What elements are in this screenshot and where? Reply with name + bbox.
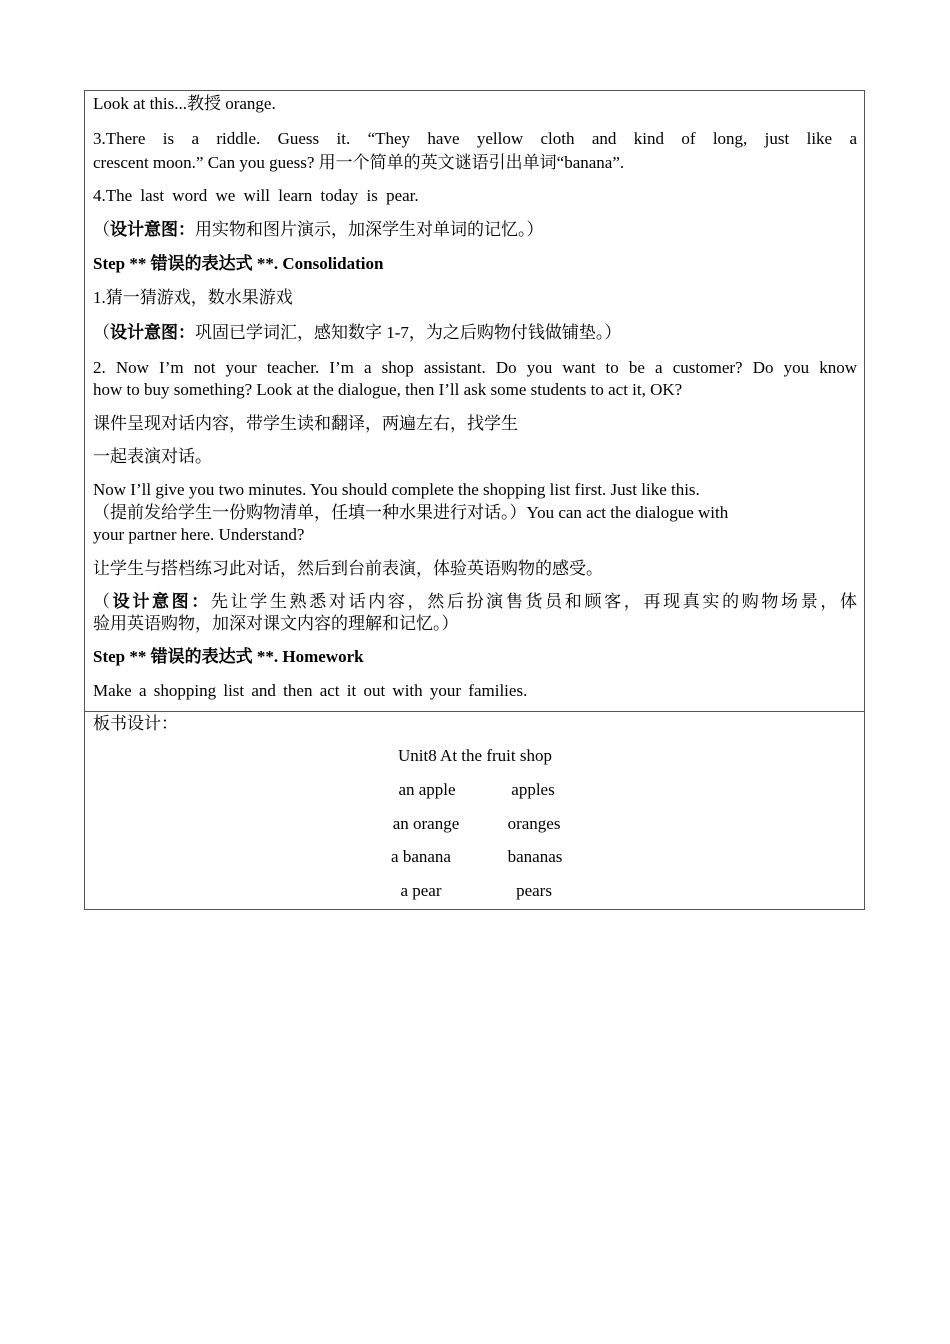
text-line: 课件呈现对话内容，带学生读和翻译，两遍左右，找学生 — [93, 414, 518, 433]
design-intent-2 — [93, 322, 857, 344]
design-intent-3 — [93, 591, 857, 613]
board-plural: oranges — [507, 814, 561, 833]
board-singular: an orange — [392, 814, 460, 833]
text-line: Look at this...教授 orange. — [93, 94, 276, 113]
text-line: 2. Now I’m not your teacher. I’m a shop assistant. Do you want to be a customer? Do you know — [93, 358, 857, 377]
intent-label: 设计意图： — [110, 220, 195, 239]
design-intent-1 — [93, 219, 857, 241]
text-line: your partner here. Understand? — [93, 525, 305, 544]
text-line: Make a shopping list and then act it out with your families. — [93, 681, 528, 700]
text-line: how to buy something? Look at the dialogue, then I’ll ask some students to act it, OK? — [93, 380, 683, 399]
intent-text: 先让学生熟悉对话内容，然后扮演售货员和顾客，再现真实的购物场景，体 — [210, 592, 858, 611]
paren: （ — [93, 220, 110, 239]
intent-label: 设计意图： — [110, 323, 195, 342]
intent-label: 设计意图： — [112, 592, 211, 611]
step-heading: Step ** 错误的表达式 **. Homework — [93, 647, 364, 666]
row-divider — [84, 711, 865, 712]
text-line: Now I’ll give you two minutes. You should complete the shopping list first. Just like this. — [93, 480, 700, 499]
text-line: 1.猜一猜游戏，数水果游戏 — [93, 288, 293, 307]
board-plural: bananas — [507, 847, 563, 866]
text-line: 4.The last word we will learn today is pear. — [93, 186, 419, 205]
board-singular: a pear — [400, 881, 442, 900]
text-line: （提前发给学生一份购物清单，任填一种水果进行对话。）You can act the dialogue with — [93, 503, 729, 522]
step-heading: Step ** 错误的表达式 **. Consolidation — [93, 254, 384, 273]
board-title: Unit8 At the fruit shop — [398, 746, 552, 765]
intent-text: 巩固已学词汇，感知数字 1-7，为之后购物付钱做铺垫。） — [195, 323, 622, 342]
text-line: 验用英语购物，加深对课文内容的理解和记忆。） — [93, 614, 459, 633]
board-singular: a banana — [391, 847, 451, 866]
text-line: 让学生与搭档练习此对话，然后到台前表演，体验英语购物的感受。 — [93, 559, 603, 578]
paren: （ — [93, 592, 113, 611]
intent-text: 用实物和图片演示，加深学生对单词的记忆。） — [195, 220, 544, 239]
board-label: 板书设计： — [93, 714, 178, 733]
board-plural: pears — [516, 881, 552, 900]
text-line: 一起表演对话。 — [93, 447, 212, 466]
board-plural: apples — [511, 780, 555, 799]
text-line: crescent moon.” Can you guess? 用一个简单的英文谜语引出单词“banana”. — [93, 153, 625, 172]
board-singular: an apple — [398, 780, 456, 799]
paren: （ — [93, 323, 110, 342]
text-line: 3.There is a riddle. Guess it. “They have yellow cloth and kind of long, just like a — [93, 129, 857, 148]
